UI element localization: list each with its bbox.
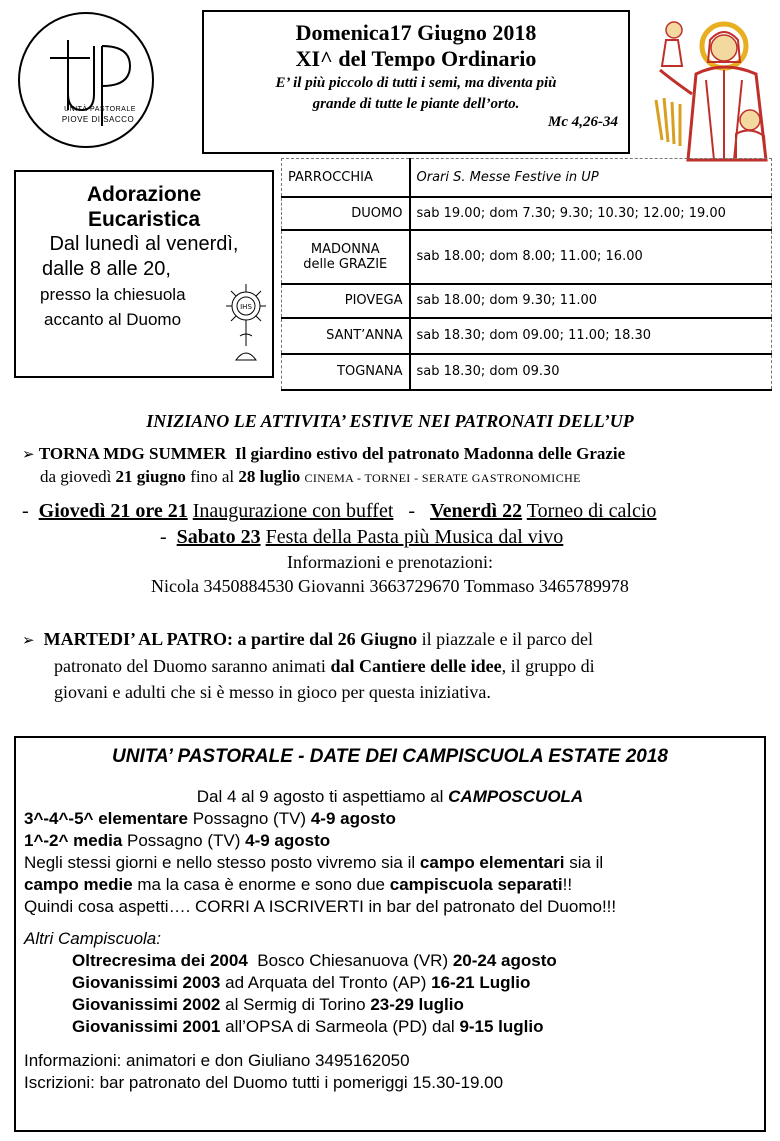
camps-paragraph1	[24, 852, 756, 874]
event2-text: Torneo di calcio	[526, 500, 657, 522]
p2-end: !!	[562, 875, 573, 894]
parish-name: TOGNANA	[282, 354, 410, 390]
mass-times: sab 18.30; dom 09.00; 11.00; 18.30	[410, 318, 772, 354]
camp-el-place: Possagno (TV)	[192, 809, 307, 828]
camp-dates: 16-21 Luglio	[431, 973, 531, 992]
event1-text: Inaugurazione con buffet	[192, 500, 394, 522]
adoration-box	[14, 170, 274, 378]
p1-bold: campo elementari	[419, 853, 565, 872]
list-item	[24, 994, 756, 1016]
arrow-bullet-icon: ➢	[22, 445, 35, 463]
camp-me-dates: 4-9 agosto	[245, 831, 331, 850]
event3-text: Festa della Pasta più Musica dal vivo	[265, 526, 564, 548]
parish-name: PIOVEGA	[282, 284, 410, 318]
parish-name	[282, 230, 410, 284]
item2-group: dal Cantiere delle idee	[330, 656, 502, 676]
arrow-bullet-icon: ➢	[22, 631, 35, 649]
contacts: Nicola 3450884530 Giovanni 3663729670 Tommaso 3465789978	[151, 576, 629, 596]
to-date: 28 luglio	[238, 467, 301, 486]
parish-name: SANT’ANNA	[282, 318, 410, 354]
camp-me-class: 1^-2^ media	[24, 831, 123, 850]
camp-middle	[24, 830, 756, 852]
mass-times: sab 18.30; dom 09.30	[410, 354, 772, 390]
others-label: Altri Campiscuola:	[24, 929, 161, 948]
p1-text: Negli stessi giorni e nello stesso posto vivremo sia il	[24, 853, 416, 872]
camp-name: Oltrecresima dei 2004	[72, 951, 248, 970]
adoration-line2: dalle 8 alle 20,	[42, 258, 171, 280]
camp-dates: 23-29 luglio	[370, 995, 464, 1014]
camp-name: Giovanissimi 2002	[72, 995, 221, 1014]
parish-name-line1: MADONNA	[310, 241, 380, 257]
item2-text4: giovani e adulti che si è messo in gioco per questa iniziativa.	[54, 682, 491, 702]
events-line1: - Giovedì 21 ore 21 Inaugurazione con buffet - Venerdì 22 Torneo di calcio	[22, 500, 657, 522]
summer-extras: CINEMA - TORNEI - SERATE GASTRONOMICHE	[304, 471, 581, 485]
camps-intro	[24, 786, 756, 808]
svg-text:IHS: IHS	[240, 303, 252, 311]
summer-item1-dates	[40, 466, 780, 489]
mass-times-table	[281, 158, 772, 391]
list-item	[24, 972, 756, 994]
logo-line2: PIOVE DI SACCO	[61, 115, 135, 124]
up-cross-logo-icon	[20, 14, 156, 150]
table-row	[282, 197, 772, 230]
camp-place: al Sermig di Torino	[225, 995, 366, 1014]
camp-place: Bosco Chiesanuova (VR)	[257, 951, 449, 970]
monstrance-icon	[224, 280, 268, 366]
adoration-line3: presso la chiesuola	[40, 285, 186, 304]
summer-heading: INIZIANO LE ATTIVITA’ ESTIVE NEI PATRONATI DELL’UP	[146, 411, 634, 431]
adoration-title1: Adorazione	[86, 183, 202, 206]
jesus-sower-illustration-icon	[652, 10, 772, 162]
item2-text1: il piazzale e il parco del	[421, 629, 594, 649]
event3-day: Sabato 23	[176, 526, 261, 548]
camp-place: all’OPSA di Sarmeola (PD) dal	[225, 1017, 455, 1036]
camps-subscriptions: Iscrizioni: bar patronato del Duomo tutti i pomeriggi 15.30-19.00	[24, 1073, 504, 1092]
adoration-title2: Eucaristica	[87, 208, 201, 231]
to-label: fino al	[190, 467, 235, 486]
events-line2: - Sabato 23 Festa della Pasta più Musica dal vivo	[160, 526, 564, 548]
col-times-header: Orari S. Messe Festive in UP	[410, 159, 772, 197]
parish-logo	[18, 12, 154, 148]
mass-times: sab 18.00; dom 9.30; 11.00	[410, 284, 772, 318]
item2-text2: patronato del Duomo saranno animati	[54, 656, 326, 676]
title-box	[202, 10, 630, 154]
camp-place: ad Arquata del Tronto (AP)	[225, 973, 427, 992]
camp-dates: 20-24 agosto	[452, 951, 557, 970]
camps-paragraph3: Quindi cosa aspetti…. CORRI A ISCRIVERTI in bar del patronato del Duomo!!!	[24, 897, 617, 916]
camps-box	[14, 736, 766, 1132]
table-row	[282, 284, 772, 318]
event1-day: Giovedì 21 ore 21	[38, 500, 188, 522]
col-parish-header: PARROCCHIA	[282, 159, 410, 197]
from-label: da giovedì	[40, 467, 112, 486]
camp-me-place: Possagno (TV)	[127, 831, 241, 850]
p2-bold2: campiscuola separati	[389, 875, 563, 894]
p2-bold: campo medie	[24, 875, 133, 894]
summer-item2	[22, 626, 774, 705]
item2-date: a partire dal 26 Giugno	[237, 629, 418, 649]
camp-el-class: 3^-4^-5^ elementare	[24, 809, 188, 828]
event2-day: Venerdì 22	[430, 500, 523, 522]
camps-title: UNITA’ PASTORALE - DATE DEI CAMPISCUOLA ESTATE 2018	[112, 746, 668, 767]
summer-item1-desc: Il giardino estivo del patronato Madonna delle Grazie	[234, 444, 626, 463]
camp-el-dates: 4-9 agosto	[310, 809, 396, 828]
adoration-line1: Dal lunedì al venerdì,	[49, 233, 239, 255]
logo-line1: UNITÀ PASTORALE	[64, 106, 136, 113]
gospel-quote-line2: grande di tutte le piante dell’orto.	[312, 96, 520, 112]
p2-text: ma la casa è enorme e sono due	[137, 875, 385, 894]
info-label: Informazioni e prenotazioni:	[287, 552, 493, 572]
gospel-reference: Mc 4,26-34	[548, 114, 618, 130]
list-item	[24, 1016, 756, 1038]
camp-elementary	[24, 808, 756, 830]
parish-name: DUOMO	[282, 197, 410, 230]
camps-intro-text: Dal 4 al 9 agosto ti aspettiamo al	[196, 787, 444, 806]
liturgical-sunday: XI^ del Tempo Ordinario	[295, 46, 537, 71]
item2-title: MARTEDI’ AL PATRO:	[43, 629, 233, 649]
table-row	[282, 230, 772, 284]
table-row	[282, 354, 772, 390]
from-date: 21 giugno	[115, 467, 186, 486]
summer-item1	[22, 443, 772, 465]
camp-dates: 9-15 luglio	[459, 1017, 544, 1036]
table-row	[282, 318, 772, 354]
table-header-row	[282, 159, 772, 197]
camp-name: Giovanissimi 2003	[72, 973, 221, 992]
mass-times: sab 19.00; dom 7.30; 9.30; 10.30; 12.00; 19.00	[410, 197, 772, 230]
list-item	[24, 950, 756, 972]
gospel-quote-line1: E’ il più piccolo di tutti i semi, ma diventa più	[275, 75, 557, 91]
camps-paragraph2	[24, 874, 756, 896]
camps-intro-bold: CAMPOSCUOLA	[448, 787, 584, 806]
adoration-line4: accanto al Duomo	[44, 310, 182, 329]
item2-text3: , il gruppo di	[501, 656, 595, 676]
summer-item1-title: TORNA MDG SUMMER	[38, 444, 227, 463]
camp-name: Giovanissimi 2001	[72, 1017, 221, 1036]
mass-times: sab 18.00; dom 8.00; 11.00; 16.00	[410, 230, 772, 284]
p1-end: sia il	[569, 853, 604, 872]
page-date: Domenica17 Giugno 2018	[295, 20, 537, 45]
parish-name-line2: delle GRAZIE	[303, 256, 388, 272]
camps-info: Informazioni: animatori e don Giuliano 3495162050	[24, 1051, 410, 1070]
